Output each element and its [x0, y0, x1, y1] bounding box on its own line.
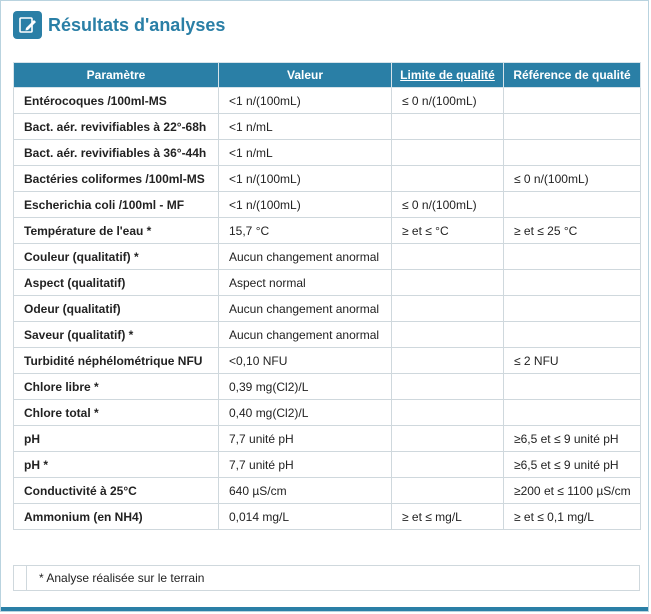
column-header-valeur: Valeur [219, 63, 392, 88]
table-row [14, 140, 641, 166]
cell-reference [504, 192, 641, 218]
table-row [14, 218, 641, 244]
cell-parametre: Bact. aér. revivifiables à 22°-68h [14, 114, 219, 140]
cell-limite [392, 166, 504, 192]
cell-parametre: Escherichia coli /100ml - MF [14, 192, 219, 218]
table-row [14, 400, 641, 426]
cell-reference [504, 88, 641, 114]
table-row [14, 374, 641, 400]
table-row [14, 452, 641, 478]
cell-parametre: Entérocoques /100ml-MS [14, 88, 219, 114]
cell-parametre: Chlore total * [14, 400, 219, 426]
cell-valeur: Aucun changement anormal [219, 296, 392, 322]
cell-parametre: Bact. aér. revivifiables à 36°-44h [14, 140, 219, 166]
cell-limite [392, 478, 504, 504]
cell-parametre: Saveur (qualitatif) * [14, 322, 219, 348]
panel-bottom-rule [1, 607, 648, 611]
cell-reference [504, 374, 641, 400]
cell-valeur: Aucun changement anormal [219, 244, 392, 270]
cell-reference [504, 270, 641, 296]
cell-valeur: Aspect normal [219, 270, 392, 296]
column-header-parametre: Paramètre [14, 63, 219, 88]
cell-reference [504, 322, 641, 348]
table-row [14, 192, 641, 218]
results-table [13, 62, 641, 530]
cell-parametre: Bactéries coliformes /100ml-MS [14, 166, 219, 192]
cell-limite [392, 426, 504, 452]
table-header-row [14, 63, 641, 88]
cell-reference: ≥6,5 et ≤ 9 unité pH [504, 426, 641, 452]
cell-limite: ≤ 0 n/(100mL) [392, 192, 504, 218]
cell-valeur: Aucun changement anormal [219, 322, 392, 348]
cell-parametre: pH [14, 426, 219, 452]
cell-limite [392, 114, 504, 140]
cell-reference: ≤ 0 n/(100mL) [504, 166, 641, 192]
cell-limite [392, 270, 504, 296]
column-header-limite-link[interactable]: Limite de qualité [392, 63, 504, 88]
cell-reference [504, 244, 641, 270]
cell-limite [392, 374, 504, 400]
cell-parametre: Conductivité à 25°C [14, 478, 219, 504]
table-row [14, 426, 641, 452]
cell-parametre: Couleur (qualitatif) * [14, 244, 219, 270]
cell-reference: ≥ et ≤ 25 °C [504, 218, 641, 244]
cell-valeur: <1 n/(100mL) [219, 166, 392, 192]
cell-limite [392, 140, 504, 166]
cell-valeur: 7,7 unité pH [219, 426, 392, 452]
cell-parametre: Chlore libre * [14, 374, 219, 400]
cell-valeur: <1 n/mL [219, 114, 392, 140]
table-row [14, 322, 641, 348]
cell-parametre: pH * [14, 452, 219, 478]
cell-valeur: <1 n/mL [219, 140, 392, 166]
table-row [14, 270, 641, 296]
cell-parametre: Température de l'eau * [14, 218, 219, 244]
cell-reference [504, 140, 641, 166]
cell-reference [504, 296, 641, 322]
cell-limite [392, 400, 504, 426]
footnote-spacer [14, 566, 27, 590]
cell-valeur: 0,014 mg/L [219, 504, 392, 530]
table-row [14, 478, 641, 504]
cell-valeur: <0,10 NFU [219, 348, 392, 374]
cell-reference [504, 400, 641, 426]
cell-limite [392, 296, 504, 322]
table-row [14, 348, 641, 374]
cell-valeur: 0,40 mg(Cl2)/L [219, 400, 392, 426]
cell-reference: ≤ 2 NFU [504, 348, 641, 374]
cell-parametre: Ammonium (en NH4) [14, 504, 219, 530]
cell-valeur: <1 n/(100mL) [219, 88, 392, 114]
cell-parametre: Turbidité néphélométrique NFU [14, 348, 219, 374]
cell-reference: ≥6,5 et ≤ 9 unité pH [504, 452, 641, 478]
cell-valeur: 0,39 mg(Cl2)/L [219, 374, 392, 400]
cell-valeur: 7,7 unité pH [219, 452, 392, 478]
cell-limite [392, 348, 504, 374]
cell-limite: ≥ et ≤ °C [392, 218, 504, 244]
table-row [14, 88, 641, 114]
cell-valeur: 640 µS/cm [219, 478, 392, 504]
cell-valeur: 15,7 °C [219, 218, 392, 244]
column-header-reference: Référence de qualité [504, 63, 641, 88]
footnote-text: * Analyse réalisée sur le terrain [39, 571, 205, 585]
table-row [14, 114, 641, 140]
footnote-box [13, 565, 640, 591]
cell-reference: ≥200 et ≤ 1100 µS/cm [504, 478, 641, 504]
panel-header [13, 11, 225, 39]
results-table-body [14, 88, 641, 530]
table-row [14, 504, 641, 530]
cell-reference: ≥ et ≤ 0,1 mg/L [504, 504, 641, 530]
table-row [14, 244, 641, 270]
cell-limite [392, 244, 504, 270]
cell-limite: ≤ 0 n/(100mL) [392, 88, 504, 114]
cell-valeur: <1 n/(100mL) [219, 192, 392, 218]
cell-parametre: Odeur (qualitatif) [14, 296, 219, 322]
cell-limite [392, 452, 504, 478]
page-title: Résultats d'analyses [48, 14, 226, 35]
cell-limite [392, 322, 504, 348]
edit-document-icon [13, 11, 42, 39]
table-row [14, 166, 641, 192]
cell-limite: ≥ et ≤ mg/L [392, 504, 504, 530]
cell-reference [504, 114, 641, 140]
cell-parametre: Aspect (qualitatif) [14, 270, 219, 296]
table-row [14, 296, 641, 322]
